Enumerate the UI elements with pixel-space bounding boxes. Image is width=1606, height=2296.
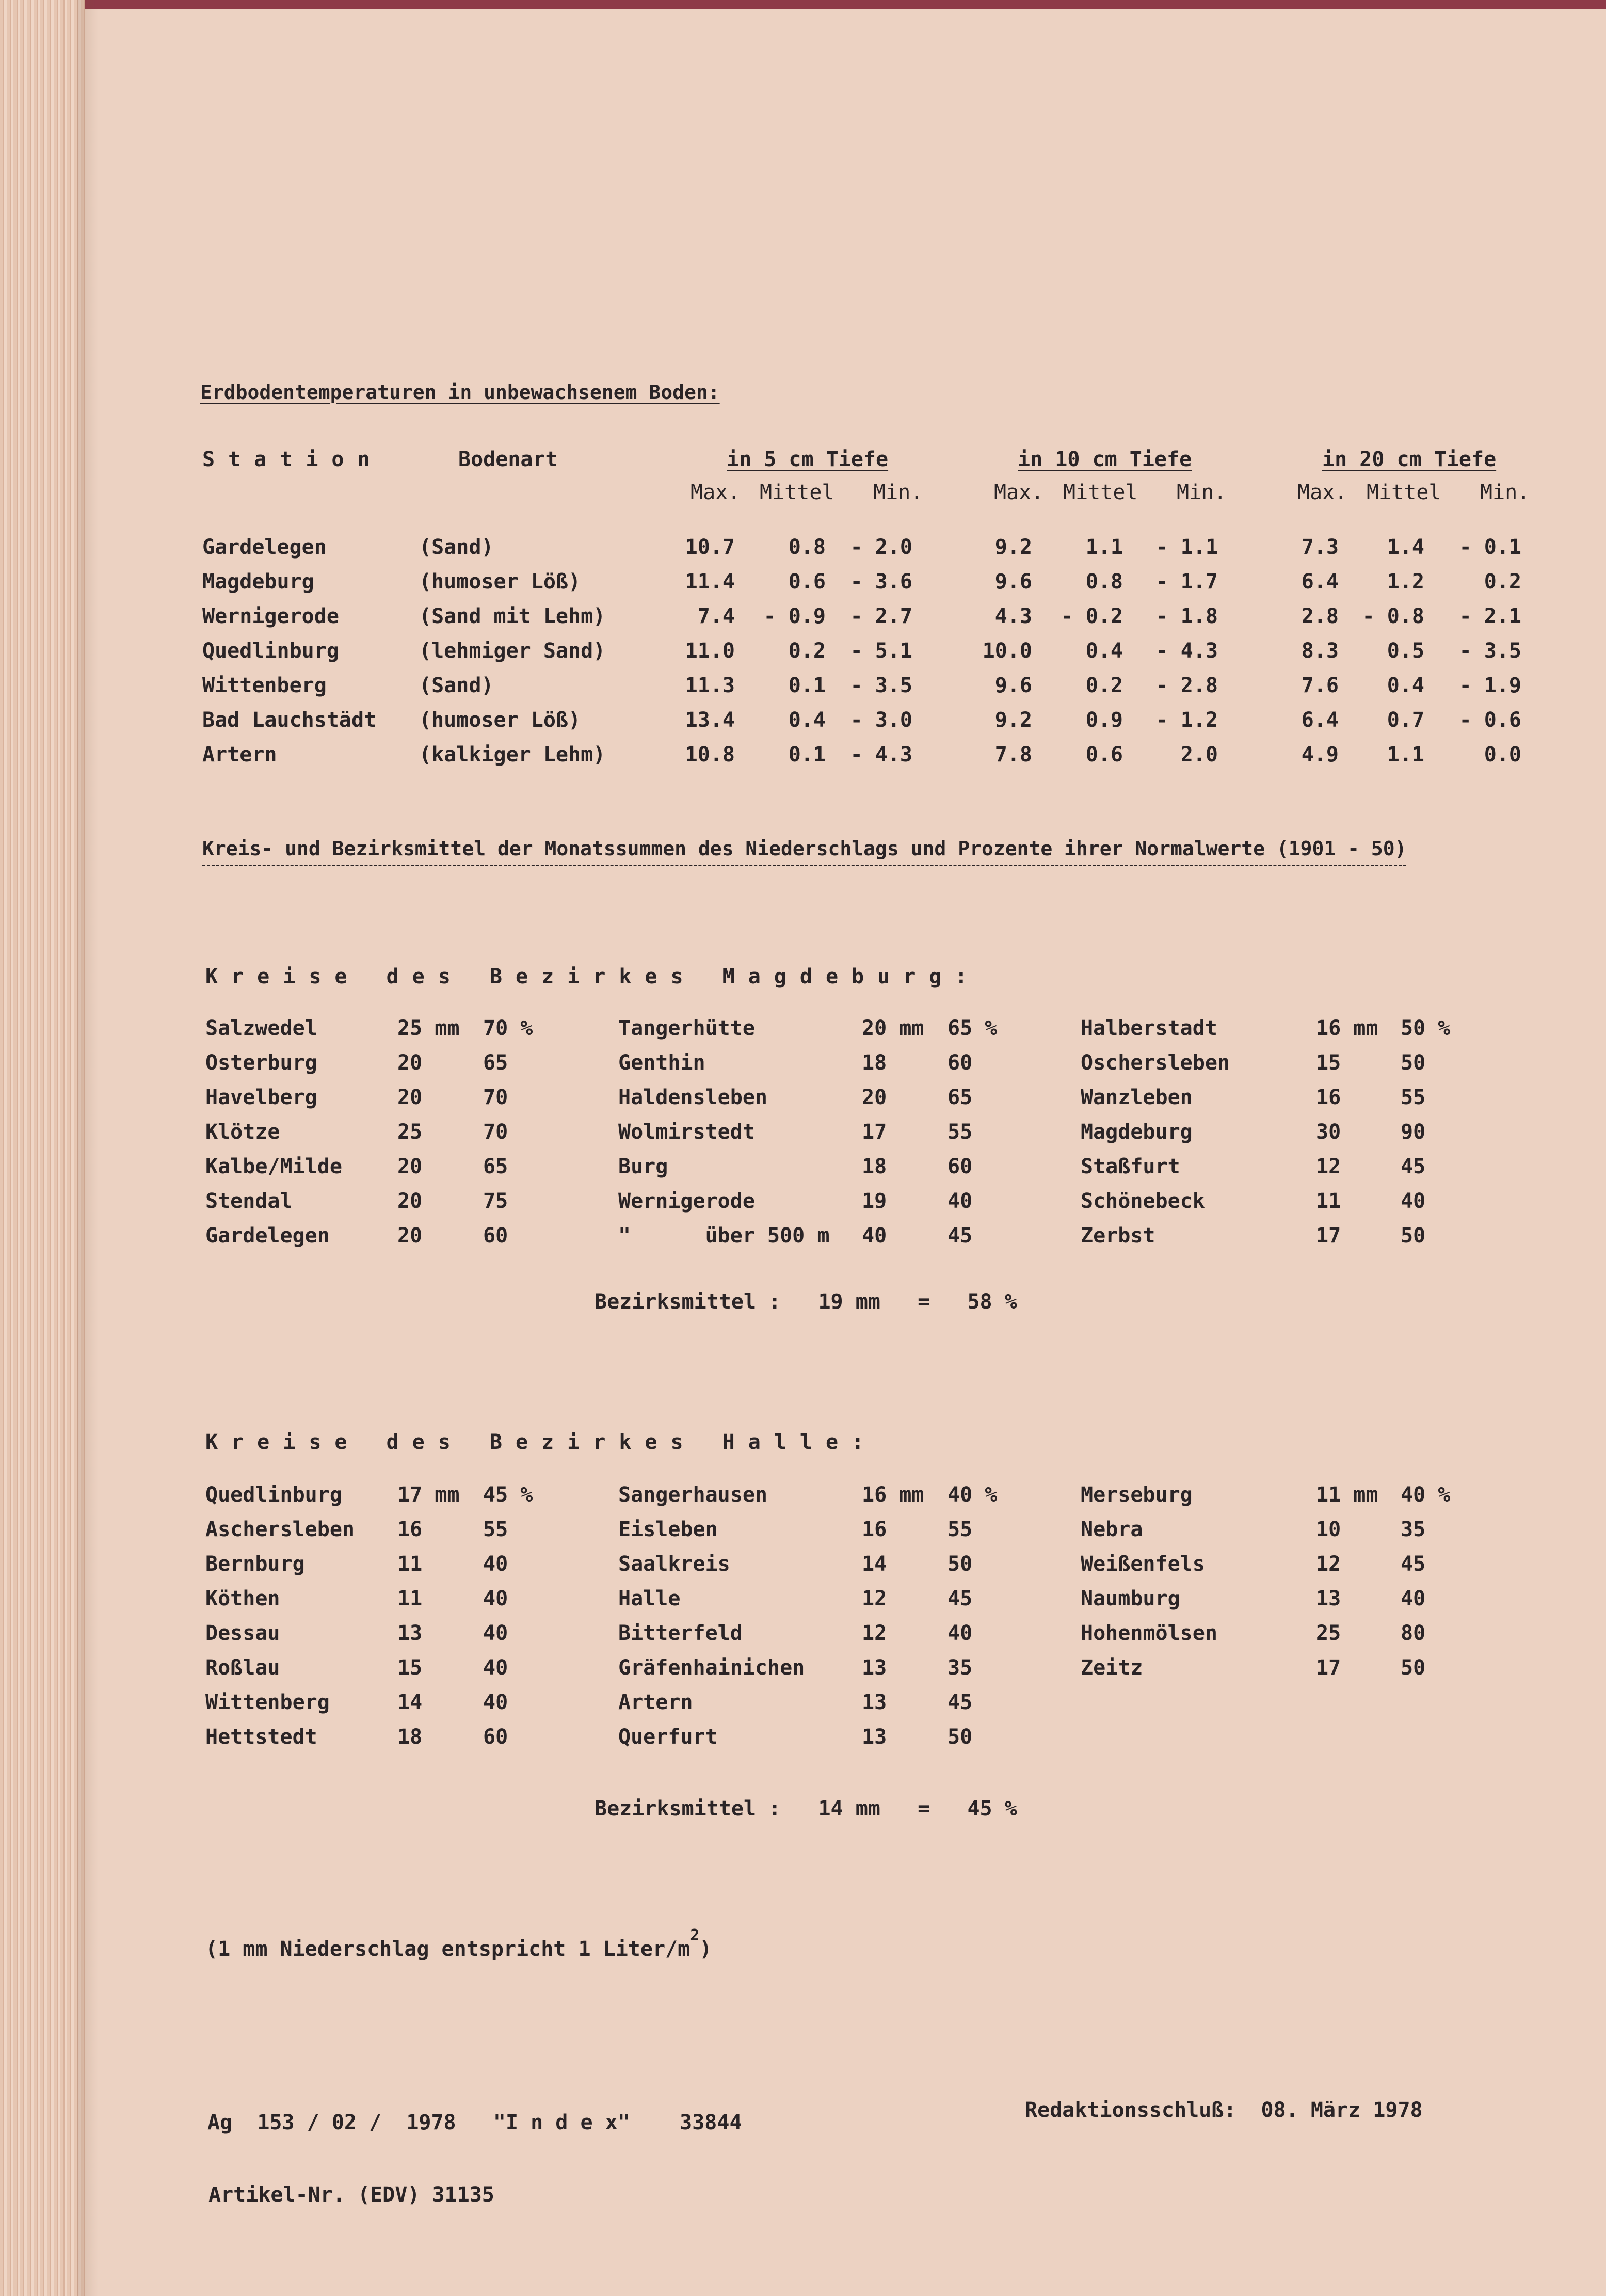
district-name: Merseburg [1081,1483,1193,1507]
district-precip-mm: 20 [397,1086,423,1109]
soil-value: - 3.0 [850,708,912,732]
soil-value: 7.8 [994,743,1032,767]
soil-value: - 3.6 [850,570,912,594]
district-precip-percent: 55 [1401,1086,1426,1109]
district-precip-mm: 17 [1316,1224,1341,1248]
district-precip-mm: 20 [397,1224,423,1248]
subheader-max: Max. [690,481,741,504]
district-precip-percent: 65 [947,1086,973,1109]
soil-station: Gardelegen [202,535,327,559]
district-precip-percent: 45 [947,1587,973,1611]
district-precip-percent: 40 [483,1621,508,1645]
district-precip-percent: 60 [483,1224,508,1248]
district-precip-percent: 45 [1401,1155,1426,1178]
district-name: Staßfurt [1081,1155,1180,1178]
district-name: Haldensleben [618,1086,767,1109]
soil-value: 0.7 [1387,708,1424,732]
district-precip-percent: 80 [1401,1621,1426,1645]
note-end: ) [699,1937,712,1961]
soil-value: 0.2 [1085,674,1123,697]
soil-value: 6.4 [1301,570,1339,594]
soil-value: 1.2 [1387,570,1424,594]
soil-bodenart: (Sand) [419,674,494,697]
subheader-mittel: Mittel [1367,481,1441,504]
soil-value: 8.3 [1301,639,1339,663]
district-name: Hettstedt [205,1725,317,1749]
district-precip-mm: 17 [1316,1656,1341,1680]
district-name: Burg [618,1155,668,1178]
soil-station: Bad Lauchstädt [202,708,377,732]
soil-value: 9.2 [994,535,1032,559]
soil-bodenart: (lehmiger Sand) [419,639,606,663]
district-precip-percent: 60 [483,1725,508,1749]
soil-station: Quedlinburg [202,639,339,663]
district-precip-mm: 12 [862,1587,887,1611]
district-precip-mm: 12 [862,1621,887,1645]
soil-header-depth-10: in 10 cm Tiefe [1018,448,1192,471]
district-precip-percent: 40 [1401,1189,1426,1213]
soil-bodenart: (Sand mit Lehm) [419,604,606,628]
soil-value: 0.5 [1387,639,1424,663]
soil-value: - 0.9 [763,604,826,628]
soil-value: 9.2 [994,708,1032,732]
district-name: Stendal [205,1189,293,1213]
district-precip-mm: 12 [1316,1155,1341,1178]
soil-value: - 0.8 [1362,604,1424,628]
district-name: Hohenmölsen [1081,1621,1217,1645]
soil-value: 0.6 [1085,743,1123,767]
soil-value: - 3.5 [1459,639,1521,663]
soil-value: 7.3 [1301,535,1339,559]
soil-station: Wernigerode [202,604,339,628]
district-precip-percent: 35 [1401,1518,1426,1541]
soil-value: - 1.1 [1155,535,1218,559]
district-precip-mm: 12 [1316,1552,1341,1576]
district-name: Wittenberg [205,1691,330,1714]
soil-value: - 0.2 [1061,604,1123,628]
footer-ag-line: Ag 153 / 02 / 1978 "I n d e x" 33844 [207,2111,742,2134]
district-name: Halberstadt [1081,1016,1217,1040]
soil-value: 0.4 [1387,674,1424,697]
district-precip-percent: 35 [947,1656,973,1680]
soil-header-bodenart: Bodenart [458,448,558,471]
district-precip-percent: 40 [483,1691,508,1714]
soil-value: 0.6 [788,570,826,594]
district-precip-percent: 50 % [1401,1016,1451,1040]
soil-value: 9.6 [994,570,1032,594]
district-precip-percent: 55 [483,1518,508,1541]
district-precip-mm: 11 [397,1587,423,1611]
district-name: Dessau [205,1621,280,1645]
magdeburg-district-mean: Bezirksmittel : 19 mm = 58 % [595,1290,1017,1314]
district-precip-percent: 50 [1401,1051,1426,1075]
footer-article-number: Artikel-Nr. (EDV) 31135 [208,2183,494,2207]
soil-header-station: Station [202,448,383,471]
soil-value: - 2.7 [850,604,912,628]
soil-value: - 1.9 [1459,674,1521,697]
district-precip-mm: 13 [862,1691,887,1714]
soil-value: 7.4 [697,604,735,628]
district-precip-mm: 25 [1316,1621,1341,1645]
district-precip-percent: 40 [483,1587,508,1611]
soil-value: 11.3 [685,674,735,697]
district-precip-percent: 75 [483,1189,508,1213]
district-precip-percent: 45 [947,1224,973,1248]
subheader-min: Min. [1480,481,1530,504]
district-precip-percent: 45 [947,1691,973,1714]
district-precip-mm: 17 [862,1120,887,1144]
soil-value: 10.8 [685,743,735,767]
soil-value: - 1.2 [1155,708,1218,732]
district-precip-mm: 13 [862,1725,887,1749]
district-precip-mm: 16 [397,1518,423,1541]
district-precip-percent: 40 % [947,1483,998,1507]
soil-value: 0.1 [788,743,826,767]
district-precip-mm: 13 [862,1656,887,1680]
district-precip-mm: 11 [1316,1189,1341,1213]
district-name: Magdeburg [1081,1120,1193,1144]
district-precip-mm: 11 mm [1316,1483,1378,1507]
district-precip-percent: 40 [483,1656,508,1680]
soil-value: 9.6 [994,674,1032,697]
district-precip-mm: 19 [862,1189,887,1213]
precip-unit-note [205,1926,712,1964]
district-precip-percent: 40 [483,1552,508,1576]
subheader-mittel: Mittel [1063,481,1138,504]
district-precip-mm: 20 mm [862,1016,924,1040]
district-name: Aschersleben [205,1518,355,1541]
page-shadow [77,0,98,2296]
district-precip-percent: 50 [947,1725,973,1749]
soil-bodenart: (Sand) [419,535,494,559]
district-name: Quedlinburg [205,1483,342,1507]
subheader-min: Min. [873,481,923,504]
district-name: Zerbst [1081,1224,1155,1248]
district-name: " über 500 m [618,1224,830,1248]
soil-value: 13.4 [685,708,735,732]
district-precip-percent: 65 [483,1155,508,1178]
district-precip-percent: 55 [947,1120,973,1144]
soil-value: 4.9 [1301,743,1339,767]
district-precip-percent: 40 [947,1621,973,1645]
soil-value: 10.0 [982,639,1032,663]
soil-value: 1.1 [1085,535,1123,559]
district-name: Querfurt [618,1725,718,1749]
soil-value: 11.4 [685,570,735,594]
district-precip-mm: 16 mm [1316,1016,1378,1040]
soil-value: 0.4 [788,708,826,732]
halle-district-mean: Bezirksmittel : 14 mm = 45 % [595,1797,1017,1821]
district-precip-percent: 60 [947,1155,973,1178]
district-precip-mm: 17 mm [397,1483,460,1507]
district-name: Tangerhütte [618,1016,755,1040]
subheader-min: Min. [1177,481,1227,504]
district-precip-percent: 50 [1401,1656,1426,1680]
subheader-mittel: Mittel [760,481,834,504]
district-precip-mm: 25 [397,1120,423,1144]
soil-bodenart: (kalkiger Lehm) [419,743,606,767]
soil-value: - 0.1 [1459,535,1521,559]
soil-value: - 2.8 [1155,674,1218,697]
soil-value: - 1.7 [1155,570,1218,594]
district-name: Wolmirstedt [618,1120,755,1144]
district-precip-mm: 16 [1316,1086,1341,1109]
soil-title: Erdbodentemperaturen in unbewachsenem Boden: [200,381,720,404]
district-precip-percent: 50 [947,1552,973,1576]
district-name: Oschersleben [1081,1051,1230,1075]
soil-value: - 4.3 [850,743,912,767]
subheader-max: Max. [1297,481,1347,504]
soil-value: 0.1 [788,674,826,697]
district-precip-mm: 18 [862,1155,887,1178]
soil-value: 0.0 [1484,743,1521,767]
soil-value: 0.9 [1085,708,1123,732]
district-name: Gräfenhainichen [618,1656,805,1680]
district-precip-mm: 20 [862,1086,887,1109]
soil-value: 0.4 [1085,639,1123,663]
soil-value: 0.2 [788,639,826,663]
note-text: (1 mm Niederschlag entspricht 1 Liter/m [205,1937,690,1961]
district-name: Zeitz [1081,1656,1143,1680]
soil-value: - 3.5 [850,674,912,697]
district-precip-mm: 14 [862,1552,887,1576]
book-top-edge [0,0,1606,9]
district-precip-mm: 18 [397,1725,423,1749]
page-stack [0,0,85,2296]
footer-deadline: Redaktionsschluß: 08. März 1978 [1025,2098,1423,2122]
district-precip-percent: 70 [483,1120,508,1144]
soil-value: 11.0 [685,639,735,663]
district-precip-mm: 13 [397,1621,423,1645]
soil-value: - 4.3 [1155,639,1218,663]
district-name: Salzwedel [205,1016,317,1040]
district-name: Kalbe/Milde [205,1155,342,1178]
soil-value: 4.3 [994,604,1032,628]
soil-value: - 5.1 [850,639,912,663]
soil-header-depth-20: in 20 cm Tiefe [1322,448,1497,471]
subheader-max: Max. [994,481,1044,504]
district-precip-percent: 70 % [483,1016,533,1040]
district-name: Schönebeck [1081,1189,1205,1213]
district-name: Nebra [1081,1518,1143,1541]
soil-station: Magdeburg [202,570,314,594]
district-precip-mm: 16 mm [862,1483,924,1507]
district-precip-percent: 60 [947,1051,973,1075]
district-precip-mm: 20 [397,1189,423,1213]
soil-bodenart: (humoser Löß) [419,708,581,732]
soil-value: 2.0 [1180,743,1218,767]
district-precip-mm: 10 [1316,1518,1341,1541]
district-precip-mm: 15 [1316,1051,1341,1075]
soil-value: 0.2 [1484,570,1521,594]
halle-heading: Kreise des Bezirkes Halle: [205,1430,878,1454]
district-name: Saalkreis [618,1552,730,1576]
note-superscript: 2 [690,1926,700,1944]
district-name: Gardelegen [205,1224,330,1248]
district-name: Köthen [205,1587,280,1611]
soil-value: - 1.8 [1155,604,1218,628]
district-name: Artern [618,1691,693,1714]
district-precip-mm: 20 [397,1051,423,1075]
district-name: Bernburg [205,1552,305,1576]
district-precip-percent: 45 [1401,1552,1426,1576]
soil-value: 7.6 [1301,674,1339,697]
district-precip-percent: 65 [483,1051,508,1075]
soil-value: 0.8 [1085,570,1123,594]
district-precip-percent: 65 % [947,1016,998,1040]
district-name: Bitterfeld [618,1621,743,1645]
district-precip-mm: 13 [1316,1587,1341,1611]
district-name: Weißenfels [1081,1552,1205,1576]
district-precip-mm: 11 [397,1552,423,1576]
soil-value: 1.4 [1387,535,1424,559]
soil-value: 10.7 [685,535,735,559]
district-precip-percent: 45 % [483,1483,533,1507]
district-precip-percent: 90 [1401,1120,1426,1144]
district-name: Genthin [618,1051,705,1075]
district-name: Havelberg [205,1086,317,1109]
soil-value: 6.4 [1301,708,1339,732]
district-name: Wernigerode [618,1189,755,1213]
district-precip-percent: 40 [1401,1587,1426,1611]
soil-value: 2.8 [1301,604,1339,628]
soil-header-depth-5: in 5 cm Tiefe [727,448,889,471]
district-precip-mm: 15 [397,1656,423,1680]
district-precip-percent: 50 [1401,1224,1426,1248]
district-name: Sangerhausen [618,1483,767,1507]
district-name: Halle [618,1587,681,1611]
district-name: Klötze [205,1120,280,1144]
district-precip-percent: 70 [483,1086,508,1109]
district-name: Osterburg [205,1051,317,1075]
district-precip-mm: 40 [862,1224,887,1248]
district-precip-mm: 30 [1316,1120,1341,1144]
district-precip-percent: 55 [947,1518,973,1541]
district-name: Roßlau [205,1656,280,1680]
soil-station: Artern [202,743,277,767]
district-precip-mm: 20 [397,1155,423,1178]
magdeburg-heading: Kreise des Bezirkes Magdeburg: [205,965,981,988]
soil-value: - 0.6 [1459,708,1521,732]
district-precip-percent: 40 [947,1189,973,1213]
district-precip-mm: 18 [862,1051,887,1075]
district-name: Naumburg [1081,1587,1180,1611]
soil-bodenart: (humoser Löß) [419,570,581,594]
district-precip-mm: 25 mm [397,1016,460,1040]
soil-value: 0.8 [788,535,826,559]
district-precip-percent: 40 % [1401,1483,1451,1507]
soil-value: 1.1 [1387,743,1424,767]
soil-value: - 2.0 [850,535,912,559]
district-name: Eisleben [618,1518,718,1541]
precip-title: Kreis- und Bezirksmittel der Monatssummen des Niederschlags und Prozente ihrer Normalwerte (1901 - 50) [202,837,1407,860]
soil-value: - 2.1 [1459,604,1521,628]
district-name: Wanzleben [1081,1086,1193,1109]
district-precip-mm: 16 [862,1518,887,1541]
soil-station: Wittenberg [202,674,327,697]
district-precip-mm: 14 [397,1691,423,1714]
